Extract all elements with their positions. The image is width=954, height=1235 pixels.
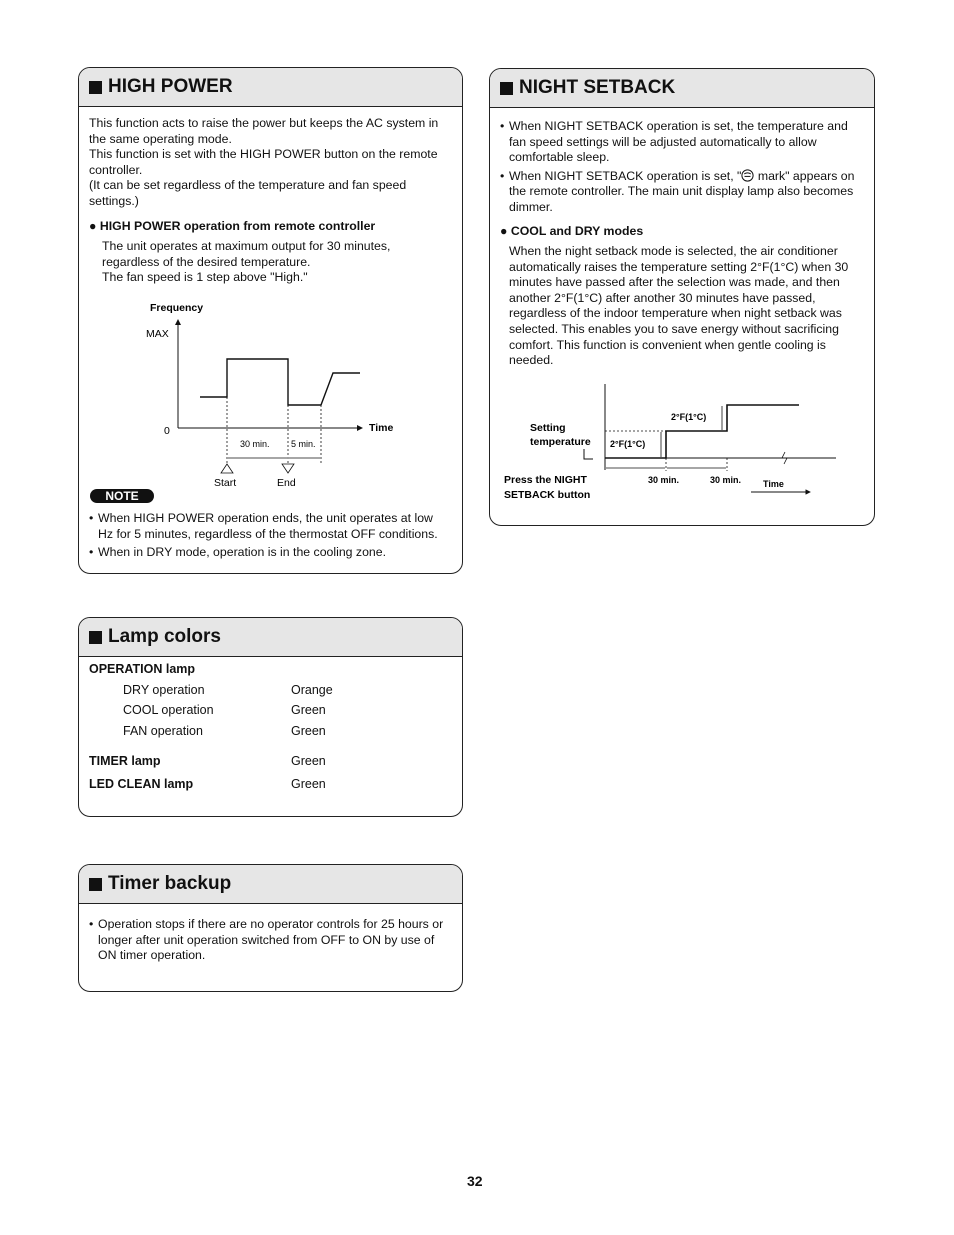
bullet-line: longer after unit operation switched from OFF to ON by use of: [98, 932, 435, 947]
timer-backup-title: Timer backup: [108, 873, 232, 894]
max-label: MAX: [146, 328, 169, 340]
note-line: When HIGH POWER operation ends, the unit operates at low: [98, 511, 433, 525]
bullet-line: ON timer operation.: [98, 948, 206, 963]
lamp-color: Orange: [291, 683, 333, 697]
temperature-label: temperature: [530, 436, 591, 448]
lamp-color: Green: [291, 724, 326, 738]
time-label: Time: [763, 479, 784, 489]
led-clean-lamp-label: LED CLEAN lamp: [89, 777, 194, 791]
bullet-line: fan speed settings will be adjusted automatically to allow: [509, 134, 817, 149]
end-label: End: [277, 477, 296, 489]
bullet-item: • When NIGHT SETBACK operation is set, the temperature and fan speed settings will be adjusted automatically to allow comfortable sleep.: [500, 119, 872, 166]
subheading-text: HIGH POWER operation from remote controller: [99, 219, 376, 233]
note-item: • When in DRY mode, operation is in the cooling zone.: [89, 545, 459, 561]
lamp-color: Green: [291, 703, 326, 717]
page-number: 32: [467, 1173, 483, 1189]
timer-lamp-color: Green: [291, 754, 326, 768]
interval-5-label: 5 min.: [291, 439, 316, 449]
timer-lamp-label: TIMER lamp: [89, 754, 161, 768]
sub-text-line: comfort. This function is convenient when gentle cooling is: [509, 337, 826, 352]
bullet-line: When NIGHT SETBACK operation is set, the temperature and: [509, 119, 848, 133]
intro-line: This function acts to raise the power but keeps the AC system in: [89, 116, 439, 130]
bullet-line: Operation stops if there are no operator controls for 25 hours or: [98, 917, 444, 931]
square-bullet-icon: [89, 878, 102, 891]
operation-lamp-heading: OPERATION lamp: [89, 662, 196, 676]
setting-label: Setting: [530, 422, 566, 434]
bullet-item: • Operation stops if there are no operator controls for 25 hours or longer after unit operation switched from OFF to ON by use of ON timer operation.: [89, 917, 461, 964]
bullet-line: the remote controller. The main unit display lamp also becomes: [509, 184, 854, 199]
high-power-subheading: [89, 219, 375, 233]
subheading-text: COOL and DRY modes: [510, 224, 644, 238]
press-label: Press the NIGHT: [504, 474, 587, 486]
high-power-sub-text: [102, 239, 452, 286]
high-power-header: [79, 68, 462, 107]
zero-label: 0: [164, 425, 170, 437]
sub-text-line: selected. This enables you to save energy without sacrificing: [509, 321, 839, 336]
bullet-line: dimmer.: [509, 199, 553, 214]
bullet-item: • When NIGHT SETBACK operation is set, " mark" appears on the remote controller. The main unit display lamp also becomes dimmer.: [500, 169, 872, 216]
intro-line: This function is set with the HIGH POWER button on the remote: [89, 147, 438, 162]
timer-backup-header: [79, 865, 462, 904]
led-clean-lamp-color: Green: [291, 777, 326, 791]
intro-line: the same operating mode.: [89, 131, 232, 146]
end-triangle-icon: [282, 464, 294, 473]
high-power-diagram: [79, 293, 462, 493]
lamp-mode: FAN operation: [123, 724, 203, 738]
sub-text-line: automatically raises the temperature setting 2°F(1°C) when 30: [509, 259, 849, 274]
axis-break-icon: [782, 452, 787, 464]
lamp-mode: DRY operation: [123, 683, 205, 697]
time-axis-title: Time: [369, 422, 394, 434]
note-line: When in DRY mode, operation is in the cooling zone.: [98, 545, 387, 560]
sub-text-line: minutes have passed after the selection was made, and then: [509, 275, 840, 290]
frequency-line: [200, 359, 360, 405]
night-setback-section: [489, 68, 875, 526]
intro-line: (It can be set regardless of the temperature and fan speed: [89, 178, 407, 193]
intro-line: controller.: [89, 162, 143, 177]
interval-30-label: 30 min.: [710, 475, 742, 485]
bullet-fragment: When NIGHT SETBACK operation is set, ": [509, 168, 742, 183]
bullet-line: comfortable sleep.: [509, 150, 610, 165]
high-power-section: [78, 67, 463, 574]
interval-30-label: 30 min.: [240, 439, 270, 449]
bullet-fragment: mark" appears on: [754, 168, 855, 183]
sub-text-line: The fan speed is 1 step above "High.": [102, 270, 308, 285]
round-bullet-icon: ●: [500, 224, 508, 238]
lamp-mode: COOL operation: [123, 703, 214, 717]
lamp-colors-title: Lamp colors: [108, 626, 221, 647]
start-triangle-icon: [221, 464, 233, 473]
start-label: Start: [214, 477, 237, 489]
sub-text-line: regardless of the indoor temperature when night setback was: [509, 306, 842, 321]
night-setback-subheading: [500, 224, 643, 238]
note-line: Hz for 5 minutes, regardless of the thermostat OFF conditions.: [98, 526, 438, 541]
high-power-notes: [89, 511, 459, 561]
square-bullet-icon: [89, 631, 102, 644]
sub-text-line: needed.: [509, 353, 554, 368]
timer-backup-text: [89, 917, 461, 964]
moon-mark-icon: [741, 169, 754, 182]
step-2-label: 2°F(1°C): [671, 412, 707, 422]
round-bullet-icon: ●: [89, 219, 97, 233]
frequency-axis-title: Frequency: [150, 302, 204, 314]
night-setback-diagram: [490, 374, 874, 504]
setting-pointer: [584, 449, 593, 459]
night-setback-sub-text: [509, 244, 871, 369]
step-1-label: 2°F(1°C): [610, 439, 646, 449]
setback-button-label: SETBACK button: [504, 489, 591, 501]
sub-text-line: regardless of the desired temperature.: [102, 254, 311, 269]
square-bullet-icon: [500, 82, 513, 95]
night-setback-title: NIGHT SETBACK: [519, 77, 676, 98]
intro-line: settings.): [89, 193, 139, 208]
high-power-intro: [89, 116, 459, 210]
sub-text-line: The unit operates at maximum output for 30 minutes,: [102, 239, 391, 253]
sub-text-line: When the night setback mode is selected, the air conditioner: [509, 244, 838, 258]
high-power-title: HIGH POWER: [108, 76, 233, 97]
bullet-line: [509, 169, 872, 185]
timer-backup-section: [78, 864, 463, 992]
night-setback-bullets: [500, 119, 872, 216]
square-bullet-icon: [89, 81, 102, 94]
night-setback-header: [490, 69, 874, 108]
lamp-colors-header: [79, 618, 462, 657]
note-badge: NOTE: [90, 489, 154, 503]
lamp-colors-section: [78, 617, 463, 817]
interval-30-label: 30 min.: [648, 475, 680, 485]
sub-text-line: another 2°F(1°C) after another 30 minutes have passed,: [509, 290, 816, 305]
note-item: • When HIGH POWER operation ends, the unit operates at low Hz for 5 minutes, regardless of the thermostat OFF conditions.: [89, 511, 459, 542]
